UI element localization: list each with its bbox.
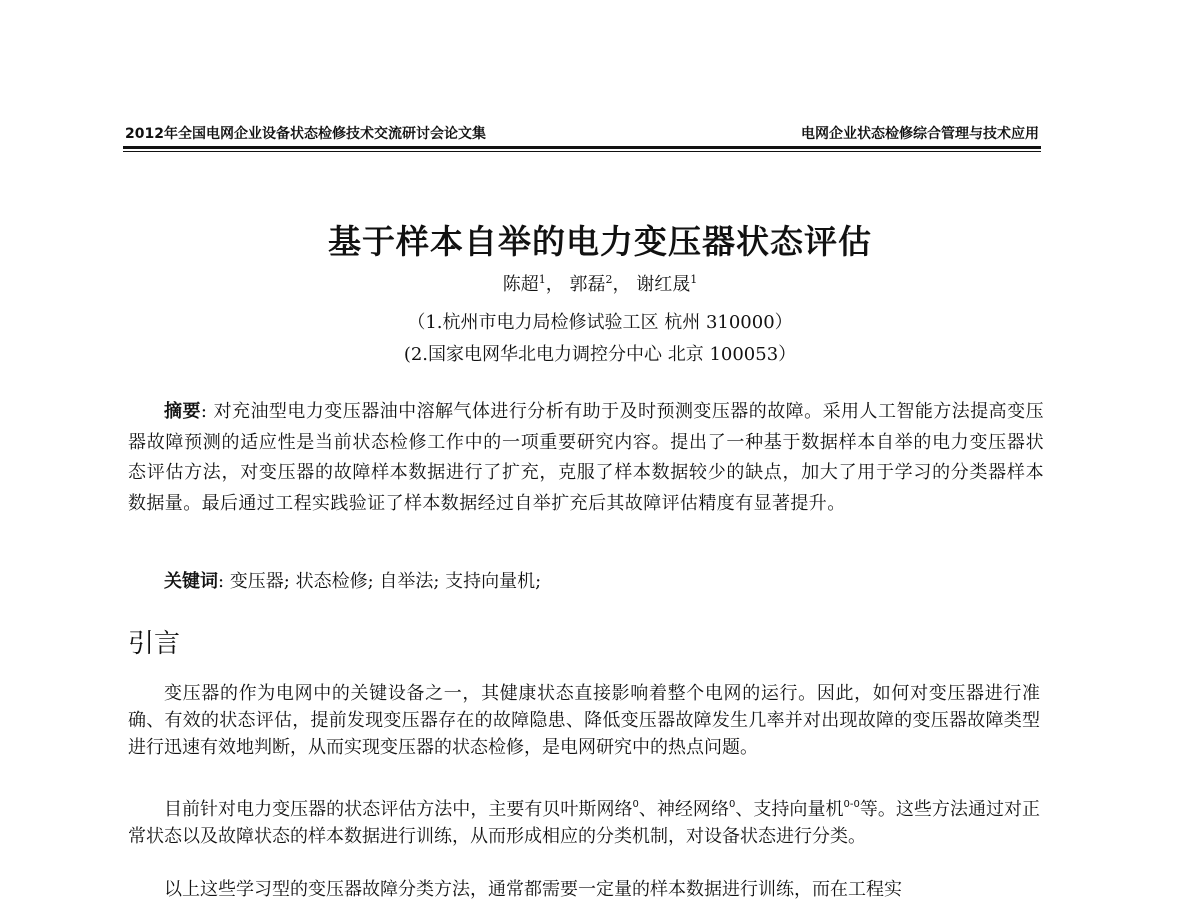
- citation-ref: 0: [632, 799, 639, 810]
- author-affil-mark: 2: [605, 273, 613, 286]
- abstract: [128, 397, 1044, 519]
- paragraph-text: 目前针对电力变压器的状态评估方法中，主要有贝叶斯网络: [164, 799, 633, 820]
- author-name: 郭磊: [569, 274, 606, 295]
- author-name: 陈超: [502, 274, 539, 295]
- paragraph-text: 等。这些方法通过对正常状态以及故障状态的样本数据进行训练，从而形成相应的分类机制，对设备状态进行分类。: [128, 799, 1041, 848]
- header-rule-thin: [123, 151, 1041, 152]
- paragraph-text: 、支持向量机: [735, 799, 844, 820]
- body-paragraph: [128, 791, 1040, 850]
- body-paragraph: 变压器的作为电网中的关键设备之一，其健康状态直接影响着整个电网的运行。因此，如何对变压器进行准确、有效的状态评估，提前发现变压器存在的故障隐患、降低变压器故障发生几率并对出现故障的变压器故障类型进行迅速有效地判断，从而实现变压器的状态检修，是电网研究中的热点问题。: [128, 683, 1040, 759]
- citation-ref: 0: [728, 799, 736, 810]
- abstract-label: 摘要: [164, 401, 201, 422]
- paper-title: 基于样本自举的电力变压器状态评估: [328, 222, 872, 262]
- author-affil-mark: 1: [538, 273, 546, 286]
- section-heading: 引言: [128, 629, 181, 659]
- author-separator: ，: [545, 274, 564, 295]
- header-left: 2012年全国电网企业设备状态检修技术交流研讨会论文集: [125, 126, 486, 142]
- keywords-text: : 变压器; 状态检修; 自举法; 支持向量机;: [218, 571, 542, 592]
- body-paragraph: 以上这些学习型的变压器故障分类方法，通常都需要一定量的样本数据进行训练，而在工程实: [164, 879, 902, 900]
- header-rule: [123, 146, 1041, 149]
- keywords: [164, 567, 1044, 593]
- running-header: [125, 121, 1039, 143]
- header-right: 电网企业状态检修综合管理与技术应用: [801, 126, 1039, 142]
- affiliation-1: （1.杭州市电力局检修试验工区 杭州 310000）: [407, 312, 793, 333]
- paragraph-text: 、神经网络: [638, 799, 729, 820]
- affiliation-2: (2.国家电网华北电力调控分中心 北京 100053）: [403, 344, 797, 365]
- author-affil-mark: 1: [690, 273, 698, 286]
- citation-ref: 0-0: [843, 799, 860, 810]
- keywords-label: 关键词: [164, 571, 218, 592]
- author-separator: ，: [612, 274, 631, 295]
- abstract-text: : 对充油型电力变压器油中溶解气体进行分析有助于及时预测变压器的故障。采用人工智能方法提高变压器故障预测的适应性是当前状态检修工作中的一项重要研究内容。提出了一种基于数据样本自举的电力变压器状态评估方法，对变压器的故障样本数据进行了扩充，克服了样本数据较少的缺点，加大了用于学习的分类器样本数据量。最后通过工程实践验证了样本数据经过自举扩充后其故障评估精度有显著提升。: [128, 401, 1044, 514]
- author-name: 谢红晟: [636, 274, 691, 295]
- author-line: [0, 270, 1200, 296]
